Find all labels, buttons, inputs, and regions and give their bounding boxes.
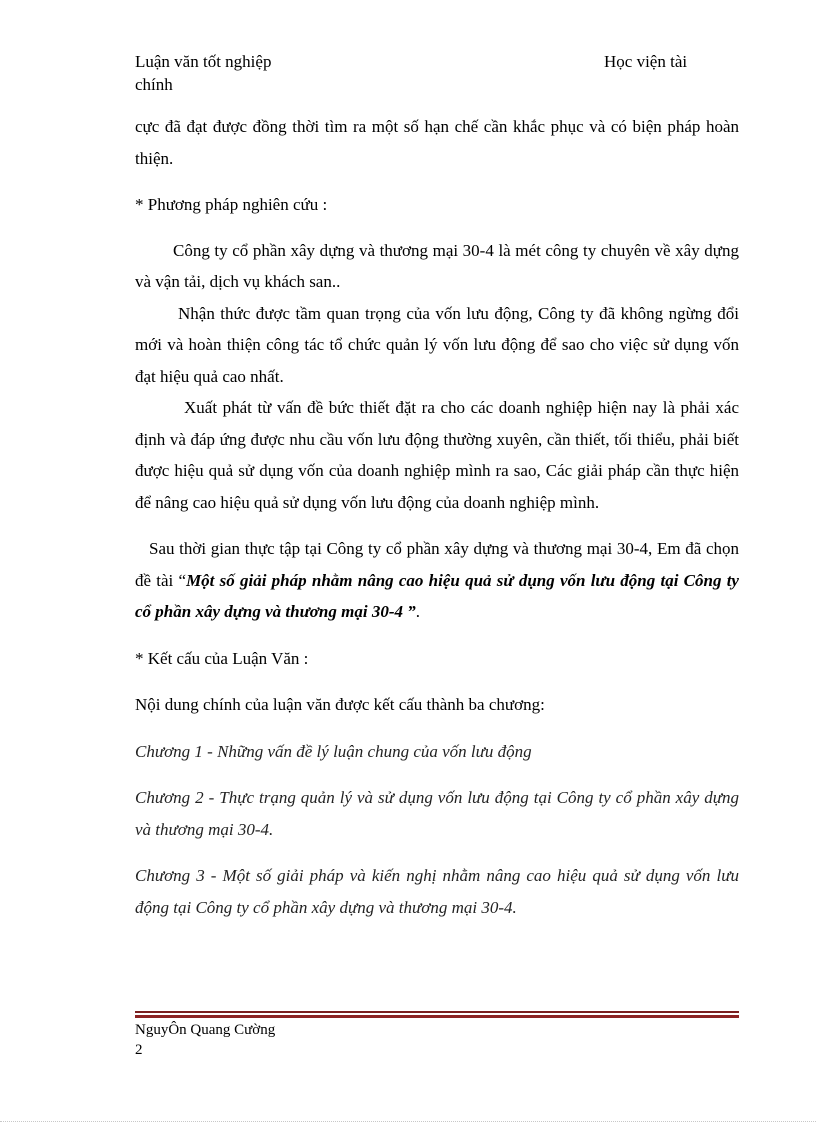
section-heading-research-method: * Phương pháp nghiên cứu : (135, 195, 328, 214)
chapter-1-item: Chương 1 - Những vấn đề lý luận chung của vốn lưu động (135, 741, 532, 761)
paragraph-company: Công ty cổ phần xây dựng và thương mại 30-4 là mét công ty chuyên về xây dựng và vận tải, dịch vụ khách san.. (135, 240, 739, 291)
chapter-2-item: Chương 2 - Thực trạng quản lý và sử dụng vốn lưu động tại Công ty cổ phần xây dựng và thương mại 30-4. (135, 788, 739, 839)
page-footer (135, 1020, 275, 1060)
section-heading-structure: * Kết cấu của Luận Văn : (135, 648, 309, 668)
paragraph-intro-cont: cực đã đạt được đồng thời tìm ra một số hạn chế cần khắc phục và có biện pháp hoàn thiện. (135, 117, 739, 168)
paragraph-awareness: Nhận thức được tầm quan trọng của vốn lưu động, Công ty đã không ngừng đổi mới và hoàn thiện công tác tổ chức quản lý vốn lưu động để sao cho việc sử dụng vốn đạt hiệu quả cao nhất. (135, 303, 739, 386)
footer-author: NguyÔn Quang Cường (135, 1022, 276, 1038)
paragraph-motivation: Xuất phát từ vấn đề bức thiết đặt ra cho các doanh nghiệp hiện nay là phải xác định và đáp ứng được nhu cầu vốn lưu động thường xuyên, cần thiết, tối thiểu, phải biết được hiệu quả sử dụng vốn của doanh nghiệp mình ra sao, Các giải pháp cần thực hiện để nâng cao hiệu quả sử dụng vốn lưu động của doanh nghiệp mình. (135, 398, 739, 512)
header-thesis-label: Luận văn tốt nghiệp (135, 52, 272, 71)
footer-rule-thin (135, 1011, 739, 1013)
chapter-3-item: Chương 3 - Một số giải pháp và kiến nghị nhằm nâng cao hiệu quả sử dụng vốn lưu động tại Công ty cổ phần xây dựng và thương mại 30-4. (135, 866, 739, 917)
page-body (135, 111, 739, 923)
paragraph-topic (135, 533, 739, 628)
footer-rule (135, 1011, 739, 1018)
paragraph-structure-intro: Nội dung chính của luận văn được kết cấu thành ba chương: (135, 695, 545, 714)
topic-prefix: Sau thời gian thực tập tại Công ty cổ phần xây dựng và thương mại 30-4, Em đã chọn đề tài “ (135, 539, 739, 590)
page-number: 2 (135, 1042, 143, 1058)
page-header-left (135, 50, 271, 96)
page-edge-dotted-line (0, 1121, 816, 1122)
topic-title: Một số giải pháp nhằm nâng cao hiệu quả sử dụng vốn lưu động tại Công ty cổ phần xây dựng và thương mại 30-4 ” (135, 570, 739, 621)
header-institution-label: Học viện tài (604, 52, 688, 71)
header-thesis-label-cont: chính (135, 75, 173, 94)
topic-suffix: . (415, 602, 420, 621)
footer-rule-thick (135, 1015, 739, 1018)
